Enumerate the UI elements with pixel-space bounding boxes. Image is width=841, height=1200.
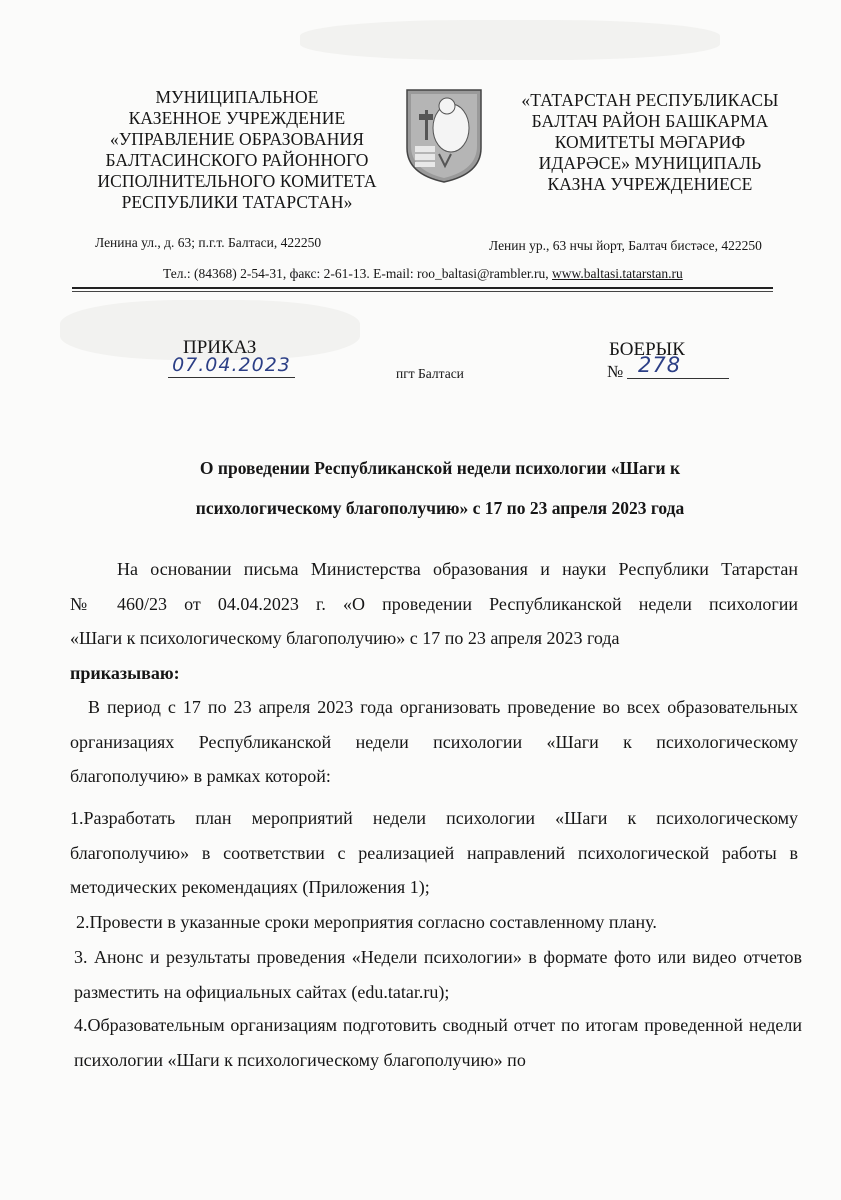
order-date-handwritten: 07.04.2023 <box>172 354 291 376</box>
header-right-line: КОМИТЕТЫ МӘГАРИФ <box>554 132 746 152</box>
contacts-text: Тел.: (84368) 2-54-31, факс: 2-61-13. E-mail: roo_baltasi@rambler.ru, <box>163 266 549 281</box>
list-item: 2.Провести в указанные сроки мероприятия согласно составленному плану. <box>76 912 657 932</box>
header-right-line: ИДАРӘСЕ» МУНИЦИПАЛЬ <box>538 153 762 173</box>
contacts-line <box>163 266 683 282</box>
header-right-line: КАЗНА УЧРЕЖДЕНИЕСЕ <box>547 174 753 194</box>
address-left: Ленина ул., д. 63; п.г.т. Балтаси, 422250 <box>95 235 322 250</box>
header-left-line: РЕСПУБЛИКИ ТАТАРСТАН» <box>121 192 353 212</box>
basis-line: На основании письма Министерства образования и науки Республики Татарстан <box>117 559 798 579</box>
address-right: Ленин ур., 63 нчы йорт, Балтач бистәсе, 422250 <box>489 238 762 253</box>
header-right-line: БАЛТАЧ РАЙОН БАШКАРМА <box>531 111 769 131</box>
header-left-line: БАЛТАСИНСКОГО РАЙОННОГО <box>105 150 369 170</box>
order-number-handwritten: 278 <box>638 353 682 377</box>
header-right-line: «ТАТАРСТАН РЕСПУБЛИКАСЫ <box>521 90 779 110</box>
basis-line: № 460/23 от 04.04.2023 г. «О проведении Республиканской недели психологии <box>70 593 798 614</box>
order-number-sign: № <box>607 362 624 381</box>
header-right-org <box>500 90 800 195</box>
basis-paragraph <box>70 552 798 656</box>
order-number-underline <box>627 378 729 379</box>
header-left-org <box>72 87 402 213</box>
order-label-ru: ПРИКАЗ <box>183 337 257 358</box>
header-left-line: МУНИЦИПАЛЬНОЕ <box>155 87 319 107</box>
title-line: О проведении Республиканской недели психологии «Шаги к <box>199 458 681 478</box>
order-word: приказываю: <box>70 663 180 683</box>
list-item: 1.Разработать план мероприятий недели психологии «Шаги к психологическому благополучию» в соответствии с реализацией направлений психологической работы в методических рекомендациях (Приложения 1); <box>70 808 798 897</box>
list-item: 3. Анонс и результаты проведения «Недели психологии» в формате фото или видео отчетов разместить на официальных сайтах (edu.tatar.ru); <box>74 947 802 1002</box>
header-left-line: КАЗЕННОЕ УЧРЕЖДЕНИЕ <box>128 108 346 128</box>
header-left-line: «УПРАВЛЕНИЕ ОБРАЗОВАНИЯ <box>109 129 365 149</box>
order-date-underline <box>168 377 295 378</box>
coat-of-arms-icon <box>405 88 483 184</box>
header-divider <box>72 287 773 289</box>
document-title <box>100 448 780 528</box>
scan-stain <box>300 20 720 60</box>
list-item: 4.Образовательным организациям подготовить сводный отчет по итогам проведенной недели психологии «Шаги к психологическому благополучию» по <box>74 1015 802 1070</box>
order-label-tt: БОЕРЫК <box>609 339 685 360</box>
period-text: В период с 17 по 23 апреля 2023 года организовать проведение во всех образовательных организациях Республиканской недели психологии «Шаги к психологическому благополучию» в рамках которой: <box>70 697 798 786</box>
order-place: пгт Балтаси <box>396 366 464 381</box>
website-link[interactable]: www.baltasi.tatarstan.ru <box>552 266 683 281</box>
period-paragraph <box>70 690 798 794</box>
title-line: психологическому благополучию» с 17 по 23 апреля 2023 года <box>195 498 685 518</box>
header-divider-thin <box>72 291 773 292</box>
header-left-line: ИСПОЛНИТЕЛЬНОГО КОМИТЕТА <box>97 171 377 191</box>
basis-line: «Шаги к психологическому благополучию» с 17 по 23 апреля 2023 года <box>70 628 620 648</box>
